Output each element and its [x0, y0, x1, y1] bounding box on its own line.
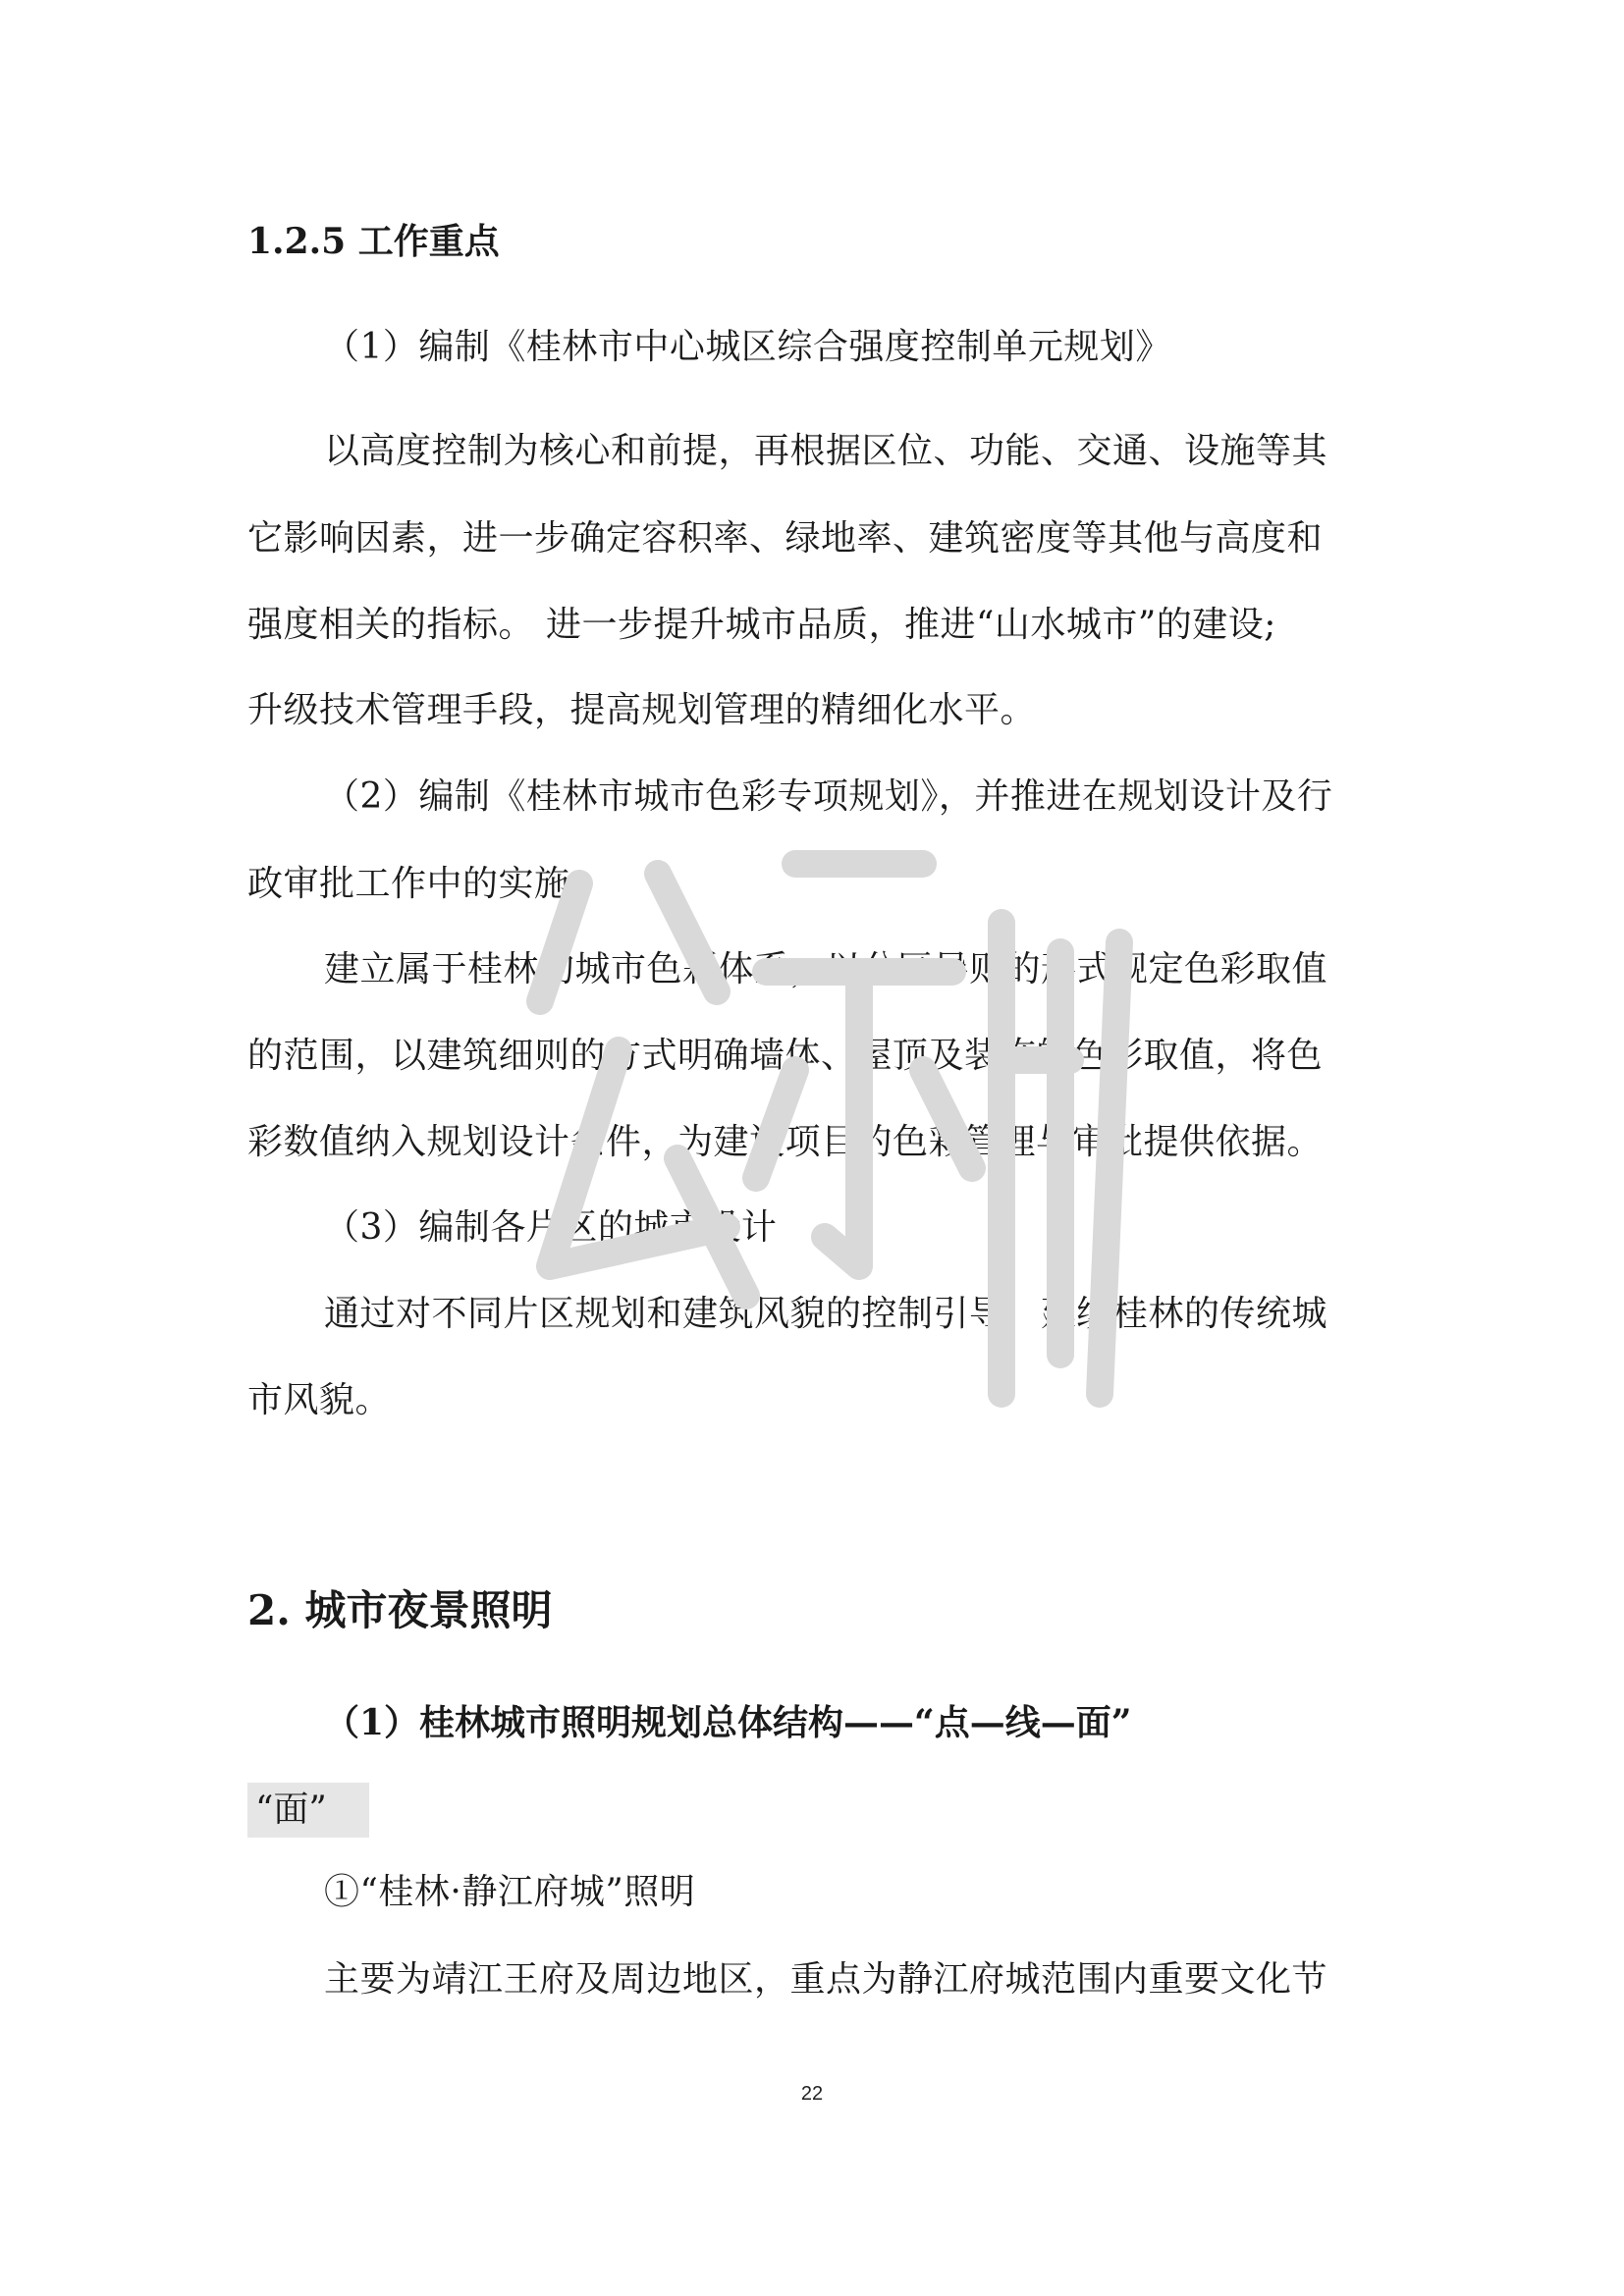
paragraph-line: 强度相关的指标。 进一步提升城市品质，推进“山水城市”的建设; [247, 605, 1276, 645]
chapter-heading: 2. 城市夜景照明 [247, 1586, 553, 1634]
paragraph-line: 政审批工作中的实施。 [247, 864, 607, 904]
paragraph-line: 的范围，以建筑细则的方式明确墙体、屋顶及装饰的色彩取值，将色 [247, 1036, 1324, 1076]
highlight-tag: “面” [247, 1783, 369, 1838]
section-heading: 1.2.5 工作重点 [247, 221, 500, 262]
paragraph-line: （1）编制《桂林市中心城区综合强度控制单元规划》 [324, 327, 1171, 367]
page-number: 22 [800, 2083, 824, 2105]
paragraph-line: 以高度控制为核心和前提，再根据区位、功能、交通、设施等其 [324, 431, 1328, 471]
paragraph-line: 市风貌。 [247, 1380, 392, 1420]
paragraph-line: 主要为靖江王府及周边地区，重点为静江府城范围内重要文化节 [324, 1959, 1328, 2000]
paragraph-line: （2）编制《桂林市城市色彩专项规划》，并推进在规划设计及行 [324, 776, 1333, 817]
paragraph-line: 建立属于桂林的城市色彩体系，以分区导则的形式规定色彩取值 [324, 949, 1328, 989]
paragraph-line: 升级技术管理手段，提高规划管理的精细化水平。 [247, 690, 1037, 730]
paragraph-line: 彩数值纳入规划设计条件，为建设项目的色彩管理与审批提供依据。 [247, 1122, 1324, 1162]
paragraph-line: （3）编制各片区的城市设计 [324, 1207, 778, 1248]
list-item: ①“桂林·静江府城”照明 [324, 1872, 696, 1912]
paragraph-line: 它影响因素，进一步确定容积率、绿地率、建筑密度等其他与高度和 [247, 518, 1324, 559]
paragraph-line: 通过对不同片区规划和建筑风貌的控制引导，延续桂林的传统城 [324, 1294, 1328, 1334]
subheading: （1）桂林城市照明规划总体结构——“点—线—面” [324, 1702, 1132, 1743]
